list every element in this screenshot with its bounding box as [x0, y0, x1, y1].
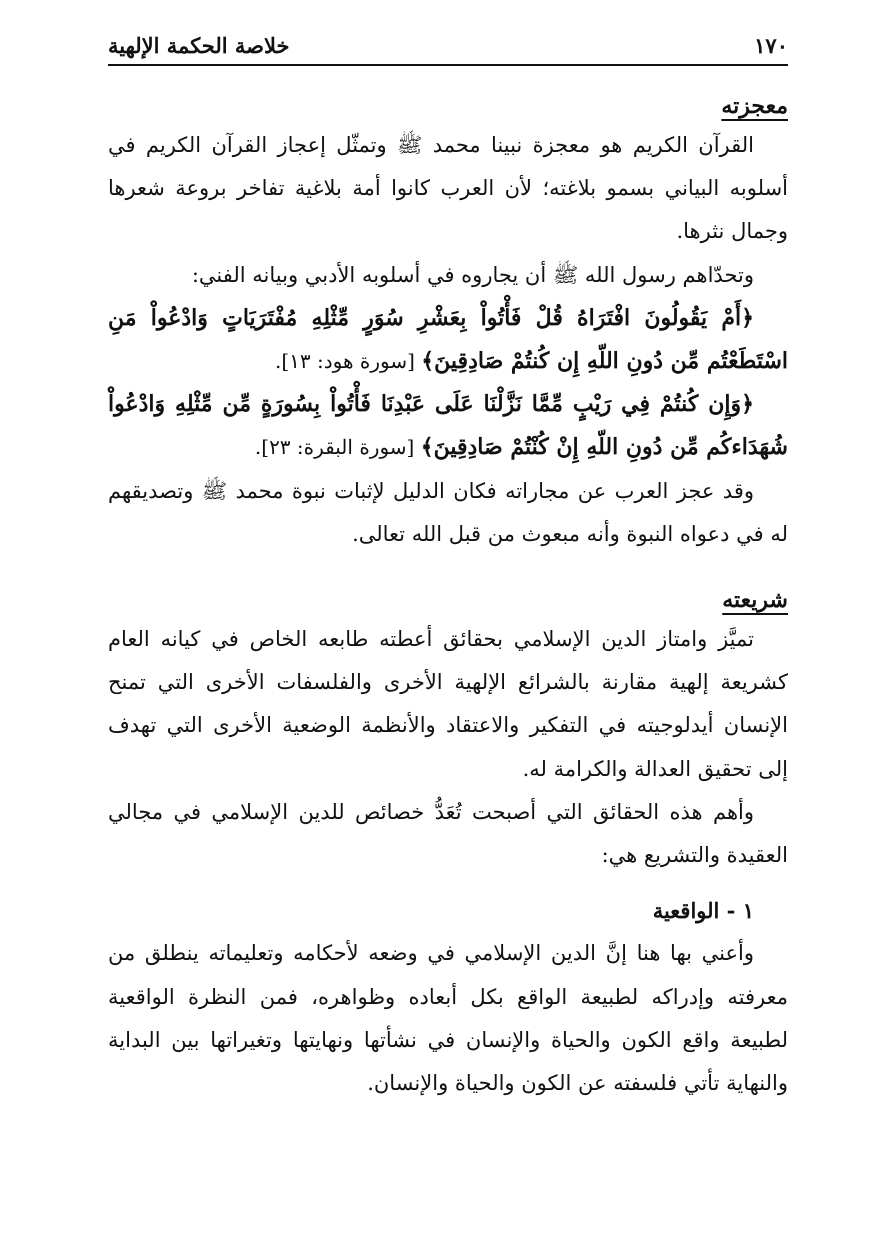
book-page	[108, 28, 788, 1105]
running-header	[108, 28, 788, 66]
paragraph-law-distinction: تميَّز وامتاز الدين الإسلامي بحقائق أعطته طابعه الخاص في كيانه العام كشريعة إلهية مقارنة بالشرائع الإلهية الأخرى والفلسفات الأخرى التي تمنح الإنسان أيدلوجيته في التفكير والاعتقاد والأنظمة الوضعية الأخرى التي تهدف إلى تحقيق العدالة والكرامة له.	[108, 627, 788, 781]
section-heading-law: شريعته	[722, 587, 788, 614]
verse-citation-hud: [سورة هود: ١٣].	[275, 349, 422, 374]
verse-text-baqara: ﴿وَإِن كُنتُمْ فِي رَيْبٍ مِّمَّا نَزَّلْنَا عَلَى عَبْدِنَا فَأْتُواْ بِسُورَةٍ مِّن مِّثْلِهِ وَادْعُواْ شُهَدَاءكُم مِّن دُونِ اللّهِ إِنْ كُنْتُمْ صَادِقِينَ﴾	[108, 391, 788, 461]
paragraph-arabs-failed: وقد عجز العرب عن مجاراته فكان الدليل لإثبات نبوة محمد ﷺ وتصديقهم له في دعواه النبوة وأنه مبعوث من قبل الله تعالى.	[108, 478, 788, 546]
verse-text-hud: ﴿أَمْ يَقُولُونَ افْتَرَاهُ قُلْ فَأْتُواْ بِعَشْرِ سُوَرٍ مِّثْلِهِ مُفْتَرَيَاتٍ وَادْعُواْ مَنِ اسْتَطَعْتُم مِّن دُونِ اللّهِ إِن كُنتُمْ صَادِقِينَ﴾	[108, 304, 788, 375]
paragraph-realism: وأعني بها هنا إنَّ الدين الإسلامي في وضعه لأحكامه وتعليماته ينطلق من معرفته وإدراكه لطبيعة الواقع بكل أبعاده وظواهره، فمن النظرة الواقعية لطبيعة واقع الكون والحياة والإنسان في نشأتها ونهايتها وتغيراتها بين البداية والنهاية تأتي فلسفته عن الكون والحياة والإنسان.	[108, 941, 788, 1096]
verse-citation-baqara: [سورة البقرة: ٢٣].	[254, 435, 421, 460]
quran-verse-baqara	[108, 383, 788, 469]
running-title-text: ..... خلاصة الحكمة الإلهية	[108, 28, 294, 64]
paragraph-challenge: وتحدّاهم رسول الله ﷺ أن يجاروه في أسلوبه الأدبي وبيانه الفني:	[191, 262, 754, 287]
page-number: ١٧٠	[754, 33, 788, 58]
paragraph-law-facts: وأهم هذه الحقائق التي أصبحت تُعَدُّ خصائص للدين الإسلامي في مجالي العقيدة والتشريع هي:	[108, 799, 788, 868]
paragraph-miracle-intro: القرآن الكريم هو معجزة نبينا محمد ﷺ وتمثّل إعجاز القرآن الكريم في أسلوبه البياني بسمو بلاغته؛ لأن العرب كانوا أمة بلاغية تفاخر بروعة شعرها وجمال نثرها.	[108, 133, 789, 244]
subsection-heading-realism: ١ - الواقعية	[652, 898, 754, 924]
quran-verse-hud	[108, 297, 788, 383]
running-title	[108, 28, 750, 64]
section-heading-miracle: معجزته	[721, 93, 788, 119]
